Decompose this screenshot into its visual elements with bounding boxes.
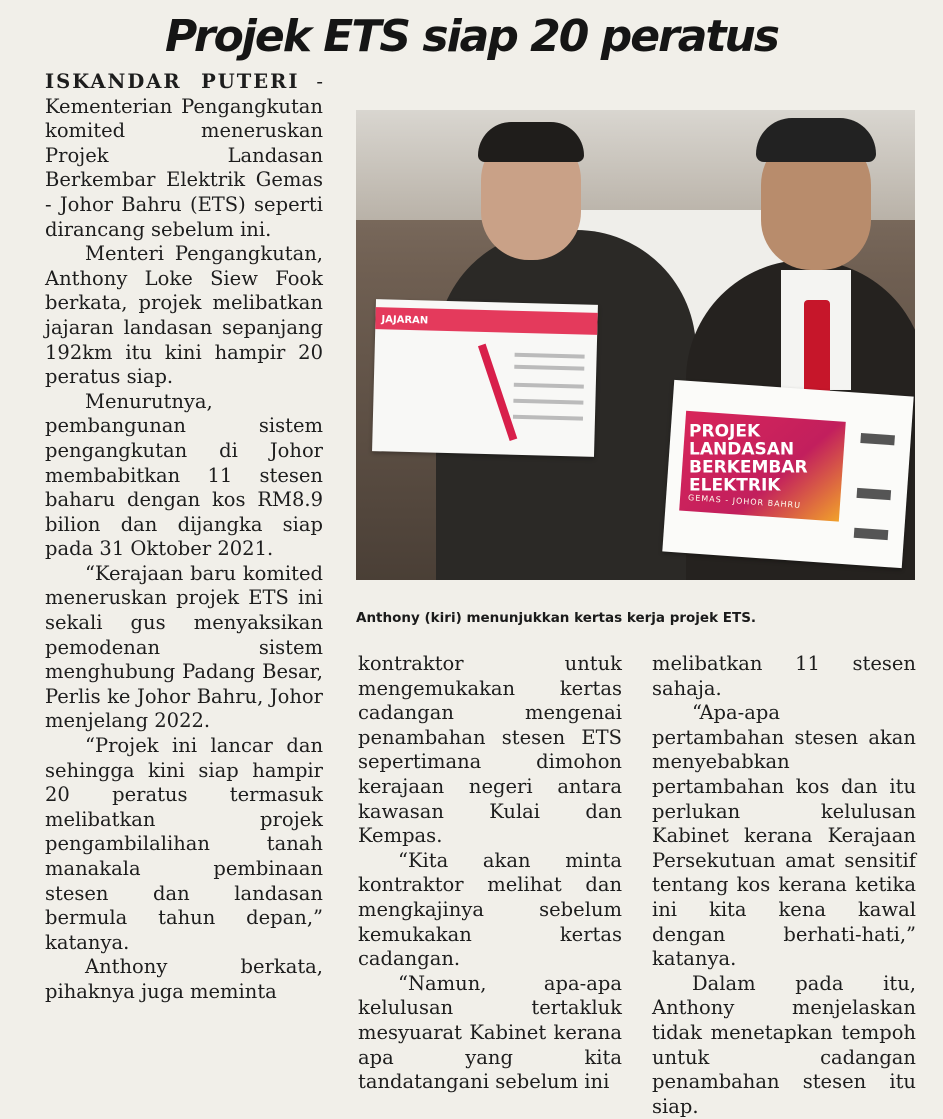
paragraph: “Kita akan minta kontraktor melihat dan mengkajinya sebelum kemukakan kertas cadangan. — [358, 848, 622, 971]
brochure-banner-text: PROJEK LANDASAN BERKEMBAR ELEKTRIK — [689, 421, 808, 496]
article-column-2 — [358, 652, 622, 1095]
paper-text-line — [514, 365, 584, 371]
person-left-hair — [478, 122, 584, 162]
headline: Projek ETS siap 20 peratus — [164, 11, 778, 62]
route-map-paper — [372, 299, 598, 457]
person-right-tie — [804, 300, 830, 400]
paragraph: Anthony berkata, pihaknya juga meminta — [45, 955, 323, 1003]
paper-text-line — [514, 383, 584, 389]
paragraph-text: - Kementerian Pengangkutan komited meneruskan Projek Landasan Berkembar Elektrik Gemas - Johor Bahru (ETS) seperti dirancang sebelum ini. — [45, 70, 323, 241]
paper-text-line — [515, 353, 585, 359]
paragraph: melibatkan 11 stesen sahaja. — [652, 652, 916, 700]
paragraph: “Projek ini lancar dan sehingga kini siap hampir 20 peratus termasuk melibatkan projek pengambilalihan tanah manakala pembinaan stesen dan landasan bermula tahun depan,” katanya. — [45, 734, 323, 954]
paragraph — [45, 70, 323, 242]
brochure-logo — [860, 433, 895, 445]
paragraph: Menurutnya, pembangunan sistem pengangkutan di Johor membabitkan 11 stesen baharu dengan kos RM8.9 bilion dan dijangka siap pada 31 Oktober 2021. — [45, 389, 323, 561]
paper-header-band — [375, 307, 597, 335]
brochure-logo — [854, 528, 889, 540]
paragraph: Dalam pada itu, Anthony menjelaskan tidak menetapkan tempoh untuk cadangan penambahan stesen itu siap. — [652, 971, 916, 1118]
dateline: ISKANDAR PUTERI — [45, 70, 300, 93]
paragraph: kontraktor untuk mengemukakan kertas cadangan mengenai penambahan stesen ETS sepertimana dimohon kerajaan negeri antara kawasan Kulai dan Kempas. — [358, 652, 622, 848]
paper-text-line — [513, 415, 583, 421]
news-photo — [356, 110, 915, 580]
paragraph: “Kerajaan baru komited meneruskan projek ETS ini sekali gus menyaksikan pemodenan sistem menghubung Padang Besar, Perlis ke Johor Bahru, Johor menjelang 2022. — [45, 561, 323, 733]
route-line — [478, 344, 517, 441]
paragraph: “Apa-apa pertambahan stesen akan menyebabkan pertambahan kos dan itu perlukan kelulusan Kabinet kerana Kerajaan Persekutuan amat sensitif tentang kos kerana ketika ini kita kena kawal dengan berhati-hati,” katanya. — [652, 701, 916, 971]
article-column-1 — [45, 70, 323, 1005]
photo-caption: Anthony (kiri) menunjukkan kertas kerja projek ETS. — [356, 610, 757, 626]
article-column-3 — [652, 652, 916, 1119]
brochure-banner-subtitle: GEMAS - JOHOR BAHRU — [687, 493, 802, 510]
project-brochure — [662, 380, 913, 568]
paper-header-text: JAJARAN — [381, 314, 429, 327]
paragraph: Menteri Pengangkutan, Anthony Loke Siew Fook berkata, projek melibatkan jajaran landasan sepanjang 192km itu kini hampir 20 peratus siap. — [45, 242, 323, 389]
brochure-logo — [857, 488, 892, 500]
person-right-hair — [756, 118, 876, 162]
paper-text-line — [513, 399, 583, 405]
paragraph: “Namun, apa-apa kelulusan tertakluk mesyuarat Kabinet kerana apa yang kita tandatangani sebelum ini — [358, 971, 622, 1094]
